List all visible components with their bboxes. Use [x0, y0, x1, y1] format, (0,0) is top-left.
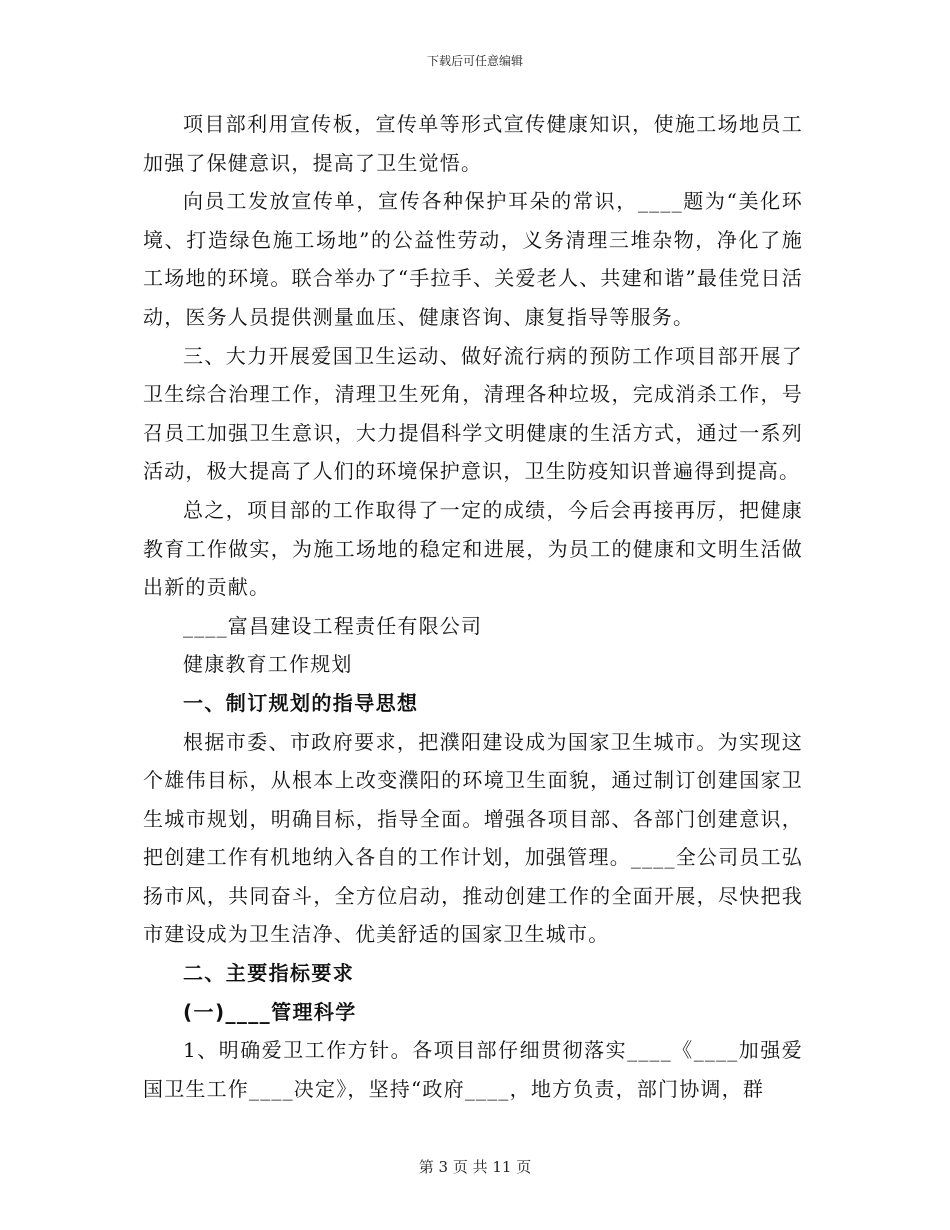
- document-body: [143, 105, 803, 1108]
- page-header: 下载后可任意编辑: [426, 54, 523, 68]
- paragraph-2: 向员工发放宣传单，宣传各种保护耳朵的常识，____题为“美化环境、打造绿色施工场地”的公益性劳动，义务清理三堆杂物，净化了施工场地的环境。联合举办了“手拉手、关爱老人、共建和谐”最佳党日活动，医务人员提供测量血压、健康咨询、康复指导等服务。: [143, 189, 803, 329]
- company-name: ____富昌建设工程责任有限公司: [183, 613, 483, 638]
- section-heading-1: 一、制订规划的指导思想: [183, 690, 419, 715]
- section-heading-2: 二、主要指标要求: [183, 961, 355, 986]
- paragraph-4: 总之，项目部的工作取得了一定的成绩，今后会再接再厉，把健康教育工作做实，为施工场地的稳定和进展，为员工的健康和文明生活做出新的贡献。: [143, 497, 803, 600]
- paragraph-3: 三、大力开展爱国卫生运动、做好流行病的预防工作项目部开展了卫生综合治理工作，清理卫生死角，清理各种垃圾，完成消杀工作，号召员工加强卫生意识，大力提倡科学文明健康的生活方式，通过一系列活动，极大提高了人们的环境保护意识，卫生防疫知识普遍得到提高。: [143, 343, 803, 484]
- subsection-heading-1: (一)____管理科学: [183, 999, 357, 1024]
- paragraph-5: 根据市委、市政府要求，把濮阳建设成为国家卫生城市。为实现这个雄伟目标，从根本上改变濮阳的环境卫生面貌，通过制订创建国家卫生城市规划，明确目标，指导全面。增强各项目部、各部门创建意识，把创建工作有机地纳入各自的工作计划，加强管理。____全公司员工弘扬市风，共同奋斗，全方位启动，推动创建工作的全面开展，尽快把我市建设成为卫生洁净、优美舒适的国家卫生城市。: [143, 729, 803, 947]
- paragraph-1: 项目部利用宣传板，宣传单等形式宣传健康知识，使施工场地员工加强了保健意识，提高了卫生觉悟。: [143, 112, 803, 175]
- page-number: 第 3 页 共 11 页: [418, 1158, 532, 1176]
- document-subtitle: 健康教育工作规划: [183, 652, 353, 677]
- paragraph-6: 1、明确爱卫工作方针。各项目部仔细贯彻落实____《____加强爱国卫生工作____决定》，坚持“政府____，地方负责，部门协调，群: [143, 1038, 803, 1101]
